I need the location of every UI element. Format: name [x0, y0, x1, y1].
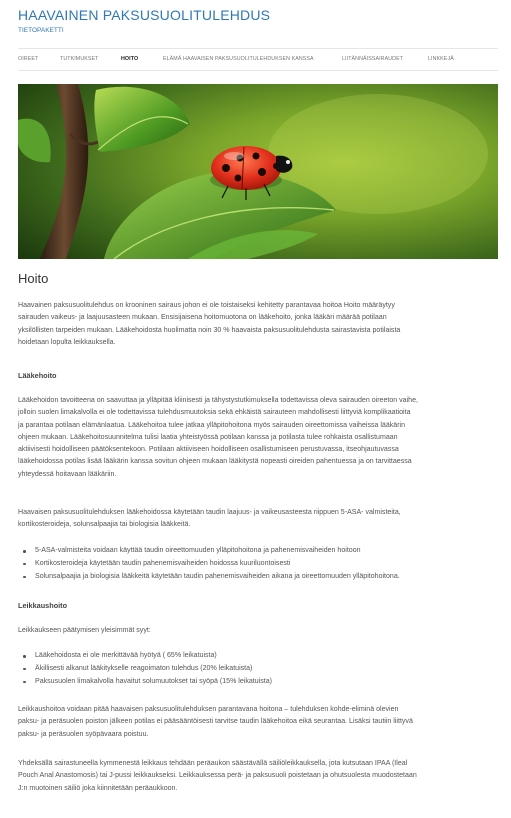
text-line: sairauden vaikeus- ja laajuusasteen mukaan. Ensisijaisena hoitomuotona on lääkehoito, jonka lääkäri määrää potilaan [18, 314, 387, 322]
text-line: kortikosteroideja, solunsalpaajia tai biologisia lääkkeitä. [18, 521, 191, 529]
text-line: lääkehoidossa potilas lisää lääkärin kanssa sovitun ohjeen mukaan lääkitystä nopeasti oireiden pahentuessa ja on tarvittaessa [18, 458, 412, 466]
text-line: Lääkehoidon tavoitteena on saavuttaa ja ylläpitää kliinisesti ja tähystystutkimuksella todettavissa oleva sairauden oireeton vaihe, [18, 397, 418, 404]
text-line: yksilöllisten tarpeiden mukaan. Lääkehoidosta huolimatta noin 30 % haavaista paksusuolitulehdusta sairastavista potilaista [18, 326, 401, 334]
text-line: jolloin suolen limakalvolla ei ole todettavissa tulehdusmuutoksia sekä ehkäistä sairauteen mahdollisesti liittyviä komplikaatioita [18, 409, 411, 417]
nav-item-linkkeja[interactable]: LINKKEJÄ [428, 56, 454, 62]
site-tagline: TIETOPAKETTI [18, 27, 64, 34]
text-line: yhteydessä hoitavaan lääkäriin. [18, 470, 117, 478]
section-heading-leikkaushoito: Leikkaushoito [18, 601, 68, 610]
text-line: Leikkaukseen päätymisen yleisimmät syyt: [18, 627, 151, 634]
page-title: Hoito [18, 271, 49, 286]
medication-bullet-list [18, 545, 500, 583]
medication-heading-block [18, 370, 500, 382]
ladybug-on-leaf-image [18, 84, 498, 259]
medication-paragraph-1 [18, 395, 500, 481]
medication-paragraph-2 [18, 507, 500, 532]
section-heading-laakehoito: Lääkehoito [18, 371, 57, 380]
nav-item-liitannaissairaudet[interactable]: LIITÄNNÄISSAIRAUDET [342, 56, 404, 62]
surgery-bullet-list [18, 650, 500, 688]
nav-item-oireet[interactable]: OIREET [18, 56, 39, 62]
text-line: Haavaisen paksusuolitulehduksen lääkehoidossa käytetään taudin laajuus- ja vaikeusasteesta riippuen 5-ASA- valmisteita, [18, 509, 401, 516]
surgery-paragraph-2 [18, 758, 500, 795]
nav-item-elama[interactable]: ELÄMÄ HAAVAISEN PAKSUSUOLITULEHDUKSEN KANSSA [163, 56, 314, 62]
text-line: Pouch Anal Anastomosis) tai J-pussi leikkaukseksi. Leikkauksessa perä- ja paksusuoli poistetaan ja ohutsuolesta muodostetaan [18, 772, 417, 780]
surgery-heading-block [18, 600, 500, 612]
text-line: Leikkaushoitoa voidaan pitää haavaisen paksusuolitulehduksen parantavana hoitona – tulehduksen kohde-eliminä olevien [18, 706, 399, 713]
list-item: Kortikosteroideja käytetään taudin pahenemisvaiheiden hoidossa kuuriluontoisesti [18, 558, 500, 571]
text-line: ja parantaa potilaan elämänlaatua. Lääkehoitoa tulee jatkaa ylläpitohoitona myös sairauden oireettomissa vaiheissa lääkärin [18, 421, 406, 429]
list-item: Solunsalpaajia ja biologisia lääkkeitä käytetään taudin pahenemisvaiheiden aikana ja oireettomuuden ylläpitohoitona. [18, 571, 500, 584]
text-line: hoidetaan lopulta leikkauksella. [18, 338, 116, 346]
nav-divider-top [18, 48, 498, 49]
surgery-lead [18, 625, 500, 637]
list-item: Paksusuolen limakalvolla havaitut solumuutokset tai syöpä (15% leikatuista) [18, 676, 500, 689]
nav-divider-bottom [18, 70, 498, 71]
list-item: Lääkehoidosta ei ole merkittävää hyötyä ( 65% leikatuista) [18, 650, 500, 663]
text-line: Yhdeksällä sairastuneella kymmenestä leikkaus tehdään peräaukon säästävällä säiliöleikkauksella, jota kutsutaan IPAA (Ileal [18, 760, 408, 767]
text-line: J:n muotoinen säiliö joka kiinnitetään peräaukkoon. [18, 784, 178, 792]
surgery-paragraph-1 [18, 704, 500, 741]
text-line: Haavainen paksusuolitulehdus on krooninen sairaus johon ei ole toistaiseksi kehitetty parantavaa hoitoa Hoito määräytyy [18, 302, 395, 309]
main-navigation [18, 56, 498, 65]
text-line: ohjeen mukaan. Lääkehoitosuunnitelma tulisi laatia yhteistyössä potilaan kanssa ja potilasta tulee rohkaista osallistumaan [18, 433, 398, 441]
text-line: paksu- ja peräsuolen syöpävaara poistuu. [18, 730, 149, 738]
text-line: paksu- ja peräsuolen poiston jälkeen potilas ei pääsääntöisesti tarvitse taudin lääkehoitoa eikä seurantaa. Lisäksi tautiin liittyvä [18, 718, 413, 726]
text-line: aktiivisesti hoidolliseen päätöksentekoon. Potilaan aktiiviseen hoidolliseen osallistumiseen perustuvassa, itseohjautuvassa [18, 446, 399, 454]
nav-item-tutkimukset[interactable]: TUTKIMUKSET [60, 56, 99, 62]
nav-item-hoito[interactable]: HOITO [121, 56, 139, 62]
hero-image [18, 84, 498, 259]
intro-paragraph [18, 300, 500, 349]
list-item: 5-ASA-valmisteita voidaan käyttää taudin oireettomuuden ylläpitohoitona ja pahenemisvaiheiden hoitoon [18, 545, 500, 558]
site-title[interactable]: HAAVAINEN PAKSUSUOLITULEHDUS [18, 7, 271, 23]
list-item: Äkillisesti alkanut lääkitykselle reagoimaton tulehdus (20% leikatuista) [18, 663, 500, 676]
